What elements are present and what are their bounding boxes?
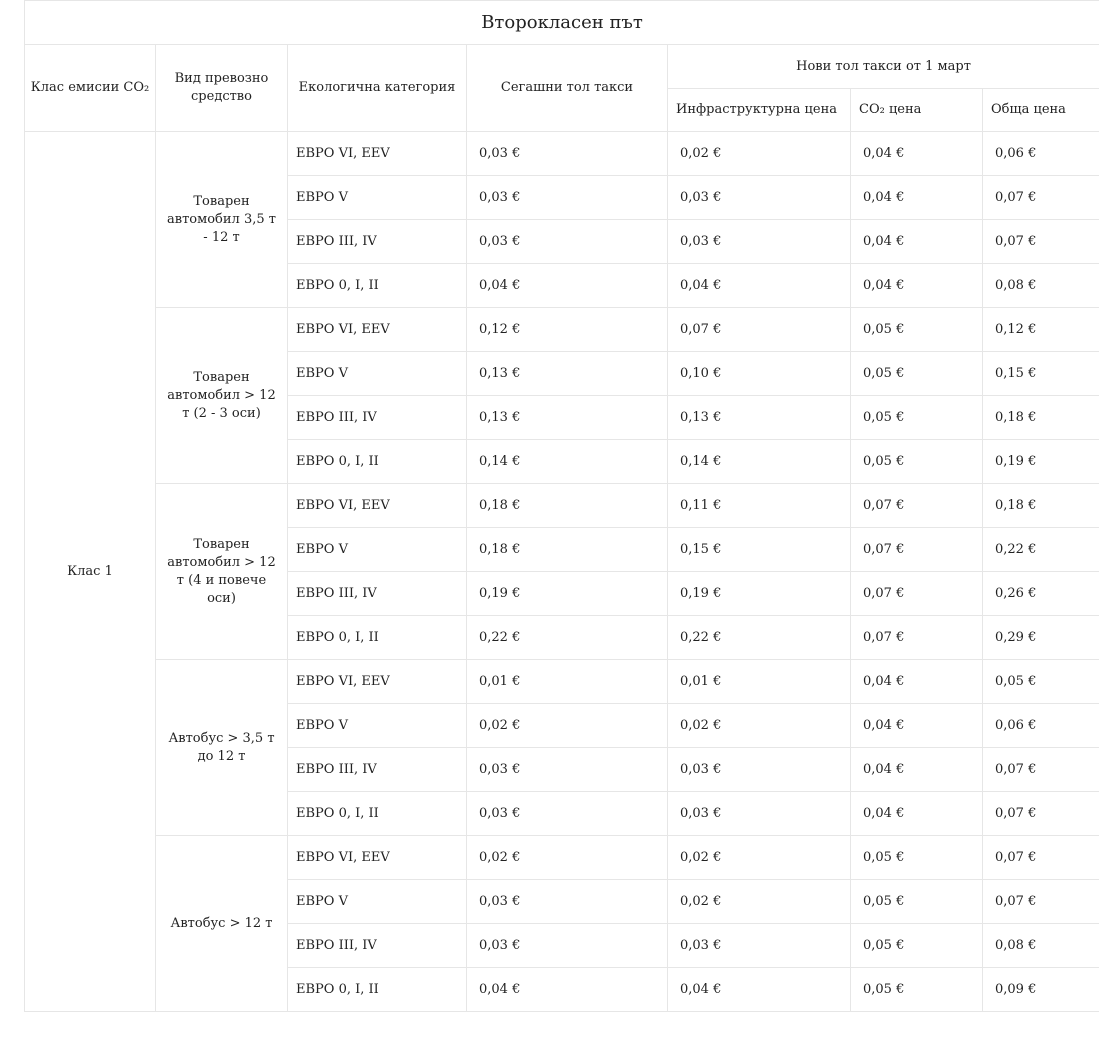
- co2-price-cell: 0,05 €: [851, 836, 983, 880]
- vehicle-type-cell: Автобус > 12 т: [156, 836, 288, 1012]
- vehicle-type-cell: Товарен автомобил > 12 т (2 - 3 оси): [156, 308, 288, 484]
- co2-price-cell: 0,04 €: [851, 220, 983, 264]
- infra-price-cell: 0,10 €: [668, 352, 851, 396]
- eco-category-cell: ЕВРО V: [288, 528, 467, 572]
- current-fee-cell: 0,13 €: [467, 396, 668, 440]
- current-fee-cell: 0,18 €: [467, 528, 668, 572]
- current-fee-cell: 0,03 €: [467, 880, 668, 924]
- total-price-cell: 0,26 €: [983, 572, 1099, 616]
- table-row: [25, 836, 1099, 880]
- total-price-cell: 0,18 €: [983, 484, 1099, 528]
- toll-table-container: [24, 0, 1099, 1012]
- current-fee-cell: 0,04 €: [467, 264, 668, 308]
- infra-price-cell: 0,02 €: [668, 704, 851, 748]
- current-fee-cell: 0,19 €: [467, 572, 668, 616]
- header-new-fees: Нови тол такси от 1 март: [668, 45, 1099, 89]
- co2-price-cell: 0,04 €: [851, 792, 983, 836]
- current-fee-cell: 0,13 €: [467, 352, 668, 396]
- total-price-cell: 0,12 €: [983, 308, 1099, 352]
- co2-price-cell: 0,05 €: [851, 352, 983, 396]
- co2-price-cell: 0,05 €: [851, 880, 983, 924]
- eco-category-cell: ЕВРО III, IV: [288, 220, 467, 264]
- eco-category-cell: ЕВРО 0, I, II: [288, 440, 467, 484]
- co2-price-cell: 0,04 €: [851, 176, 983, 220]
- total-price-cell: 0,29 €: [983, 616, 1099, 660]
- current-fee-cell: 0,01 €: [467, 660, 668, 704]
- co2-price-cell: 0,07 €: [851, 616, 983, 660]
- co2-price-cell: 0,05 €: [851, 308, 983, 352]
- header-vehicle-type: [156, 45, 288, 132]
- current-fee-cell: 0,12 €: [467, 308, 668, 352]
- infra-price-cell: 0,03 €: [668, 748, 851, 792]
- eco-category-cell: ЕВРО III, IV: [288, 572, 467, 616]
- total-price-cell: 0,07 €: [983, 880, 1099, 924]
- vehicle-type-cell: Товарен автомобил > 12 т (4 и повече оси): [156, 484, 288, 660]
- current-fee-cell: 0,03 €: [467, 792, 668, 836]
- co2-price-cell: 0,05 €: [851, 924, 983, 968]
- eco-category-cell: ЕВРО III, IV: [288, 396, 467, 440]
- total-price-cell: 0,05 €: [983, 660, 1099, 704]
- infra-price-cell: 0,03 €: [668, 792, 851, 836]
- table-row: [25, 660, 1099, 704]
- co2-price-cell: 0,05 €: [851, 968, 983, 1012]
- header-emission-class: Клас емисии CO₂: [25, 45, 156, 132]
- total-price-cell: 0,07 €: [983, 748, 1099, 792]
- current-fee-cell: 0,03 €: [467, 176, 668, 220]
- infra-price-cell: 0,07 €: [668, 308, 851, 352]
- current-fee-cell: 0,03 €: [467, 924, 668, 968]
- vehicle-type-cell: Товарен автомобил 3,5 т - 12 т: [156, 132, 288, 308]
- infra-price-cell: 0,02 €: [668, 836, 851, 880]
- current-fee-cell: 0,02 €: [467, 836, 668, 880]
- toll-fees-table: [24, 0, 1099, 1012]
- eco-category-cell: ЕВРО VI, EEV: [288, 132, 467, 176]
- header-total-price: Обща цена: [983, 89, 1099, 132]
- eco-category-cell: ЕВРО VI, EEV: [288, 484, 467, 528]
- infra-price-cell: 0,19 €: [668, 572, 851, 616]
- eco-category-cell: ЕВРО 0, I, II: [288, 792, 467, 836]
- total-price-cell: 0,15 €: [983, 352, 1099, 396]
- table-row: [25, 308, 1099, 352]
- co2-price-cell: 0,07 €: [851, 528, 983, 572]
- co2-price-cell: 0,04 €: [851, 704, 983, 748]
- eco-category-cell: ЕВРО V: [288, 352, 467, 396]
- infra-price-cell: 0,03 €: [668, 176, 851, 220]
- co2-price-cell: 0,04 €: [851, 264, 983, 308]
- infra-price-cell: 0,04 €: [668, 968, 851, 1012]
- total-price-cell: 0,22 €: [983, 528, 1099, 572]
- eco-category-cell: ЕВРО 0, I, II: [288, 264, 467, 308]
- co2-price-cell: 0,07 €: [851, 484, 983, 528]
- infra-price-cell: 0,13 €: [668, 396, 851, 440]
- header-infra-price: Инфраструктурна цена: [668, 89, 851, 132]
- infra-price-cell: 0,14 €: [668, 440, 851, 484]
- eco-category-cell: ЕВРО VI, EEV: [288, 660, 467, 704]
- infra-price-cell: 0,22 €: [668, 616, 851, 660]
- total-price-cell: 0,07 €: [983, 836, 1099, 880]
- eco-category-cell: ЕВРО V: [288, 704, 467, 748]
- infra-price-cell: 0,02 €: [668, 132, 851, 176]
- infra-price-cell: 0,04 €: [668, 264, 851, 308]
- header-current-fees: Сегашни тол такси: [467, 45, 668, 132]
- table-row: [25, 132, 1099, 176]
- co2-price-cell: 0,04 €: [851, 748, 983, 792]
- co2-price-cell: 0,05 €: [851, 440, 983, 484]
- total-price-cell: 0,07 €: [983, 792, 1099, 836]
- emission-class-cell: Клас 1: [25, 132, 156, 1012]
- infra-price-cell: 0,01 €: [668, 660, 851, 704]
- header-eco-category: Екологична категория: [288, 45, 467, 132]
- table-title: Второкласен път: [25, 1, 1099, 45]
- current-fee-cell: 0,04 €: [467, 968, 668, 1012]
- infra-price-cell: 0,11 €: [668, 484, 851, 528]
- co2-price-cell: 0,05 €: [851, 396, 983, 440]
- current-fee-cell: 0,22 €: [467, 616, 668, 660]
- current-fee-cell: 0,03 €: [467, 132, 668, 176]
- eco-category-cell: ЕВРО VI, EEV: [288, 308, 467, 352]
- total-price-cell: 0,06 €: [983, 704, 1099, 748]
- total-price-cell: 0,07 €: [983, 220, 1099, 264]
- eco-category-cell: ЕВРО VI, EEV: [288, 836, 467, 880]
- current-fee-cell: 0,02 €: [467, 704, 668, 748]
- current-fee-cell: 0,03 €: [467, 220, 668, 264]
- current-fee-cell: 0,14 €: [467, 440, 668, 484]
- eco-category-cell: ЕВРО V: [288, 176, 467, 220]
- co2-price-cell: 0,04 €: [851, 132, 983, 176]
- total-price-cell: 0,09 €: [983, 968, 1099, 1012]
- infra-price-cell: 0,03 €: [668, 220, 851, 264]
- total-price-cell: 0,07 €: [983, 176, 1099, 220]
- infra-price-cell: 0,03 €: [668, 924, 851, 968]
- eco-category-cell: ЕВРО V: [288, 880, 467, 924]
- total-price-cell: 0,18 €: [983, 396, 1099, 440]
- current-fee-cell: 0,03 €: [467, 748, 668, 792]
- infra-price-cell: 0,02 €: [668, 880, 851, 924]
- total-price-cell: 0,19 €: [983, 440, 1099, 484]
- total-price-cell: 0,08 €: [983, 264, 1099, 308]
- co2-price-cell: 0,07 €: [851, 572, 983, 616]
- eco-category-cell: ЕВРО 0, I, II: [288, 616, 467, 660]
- eco-category-cell: ЕВРО III, IV: [288, 924, 467, 968]
- total-price-cell: 0,06 €: [983, 132, 1099, 176]
- current-fee-cell: 0,18 €: [467, 484, 668, 528]
- table-row: [25, 484, 1099, 528]
- eco-category-cell: ЕВРО III, IV: [288, 748, 467, 792]
- header-vehicle-type-label: Вид превозно средство: [174, 71, 269, 104]
- infra-price-cell: 0,15 €: [668, 528, 851, 572]
- co2-price-cell: 0,04 €: [851, 660, 983, 704]
- header-co2-price: CO₂ цена: [851, 89, 983, 132]
- eco-category-cell: ЕВРО 0, I, II: [288, 968, 467, 1012]
- total-price-cell: 0,08 €: [983, 924, 1099, 968]
- vehicle-type-cell: Автобус > 3,5 т до 12 т: [156, 660, 288, 836]
- table-body: [25, 132, 1099, 1012]
